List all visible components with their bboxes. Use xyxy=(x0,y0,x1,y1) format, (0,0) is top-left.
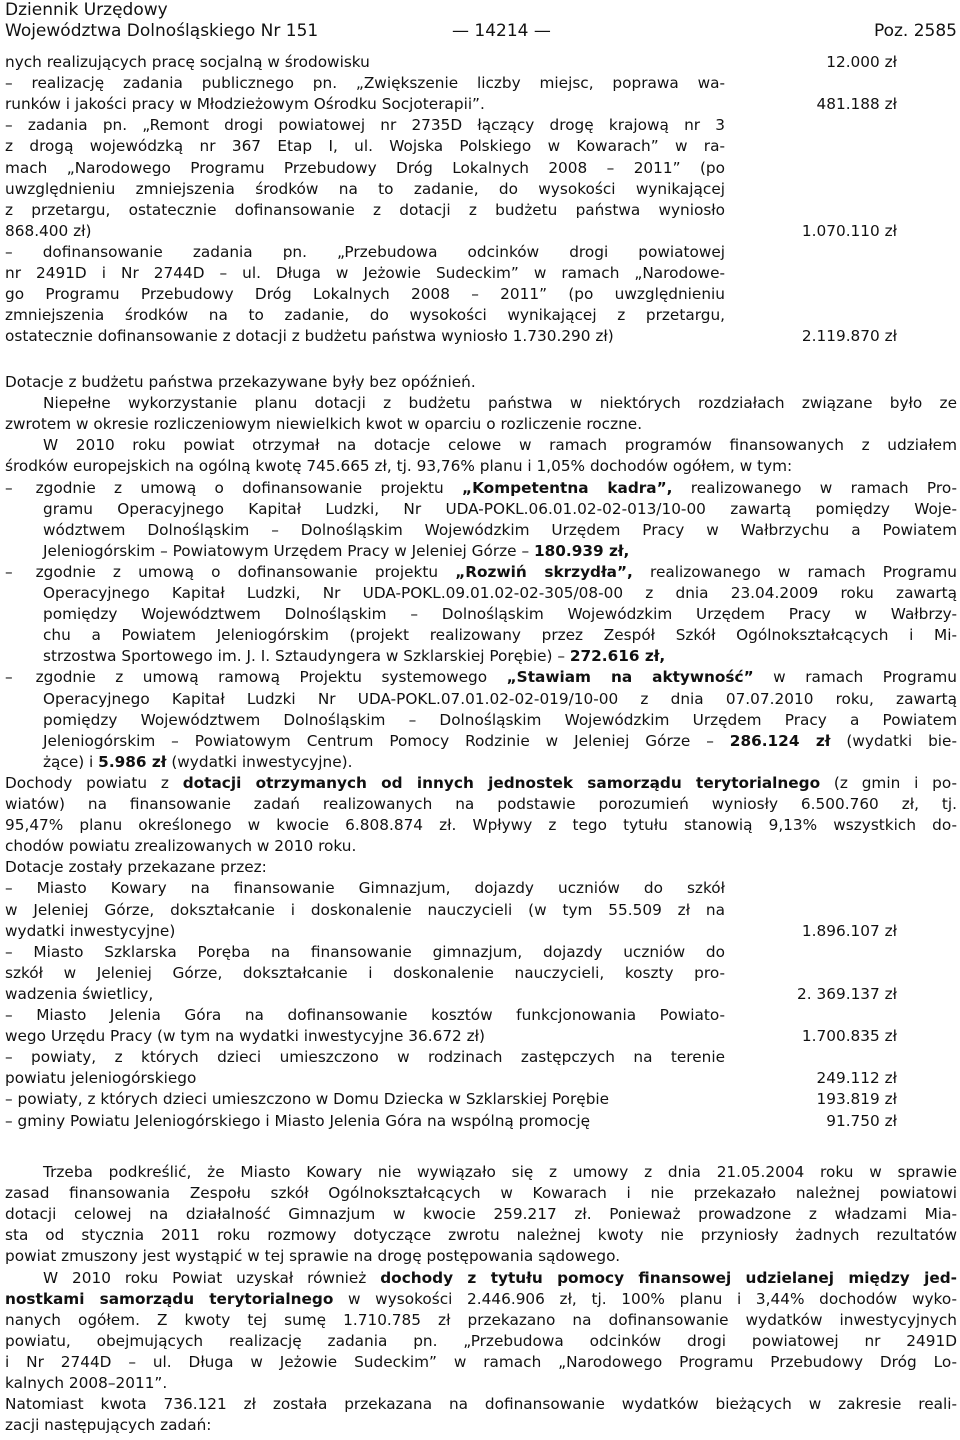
eu-project-line: Operacyjnego Kapitał Ludzki Nr UDA-POKL.07.01.02-02-019/10-00 z dnia 07.07.2010 roku, zawartą xyxy=(43,689,957,708)
bold-phrase: „Kompetentna kadra”, xyxy=(462,478,673,497)
transfer-line: – Miasto Kowary na finansowanie Gimnazjum, dojazdy uczniów do szkół xyxy=(5,879,725,898)
paragraph-line: środków europejskich na ogólną kwotę 745.665 zł, tj. 93,76% planu i 1,05% dochodów ogółem, w tym: xyxy=(5,457,793,476)
list-line: uwzględnieniu zmniejszenia środków na to zadanie, do wysokości wynikającej xyxy=(5,179,725,198)
eu-project-line: Jeleniogórskim – Powiatowym Urzędem Pracy w Jeleniej Górze – 180.939 zł, xyxy=(43,541,630,560)
bold-phrase: 180.939 zł, xyxy=(533,541,630,560)
list-line: go Programu Przebudowy Dróg Lokalnych 2008 – 2011” (po uwzględnieniu xyxy=(5,285,725,304)
journal-title: Dziennik Urzędowy xyxy=(5,0,168,20)
list-line: z drogą wojewódzką nr 367 Etap I, ul. Wojska Polskiego w Kowarach” w ra- xyxy=(5,137,725,156)
bold-phrase: 286.124 zł xyxy=(729,731,831,750)
transfer-line: w Jeleniej Górze, dokształcanie i doskonalenie nauczycieli (w tym 55.509 zł na xyxy=(5,900,725,919)
paragraph-line: Niepełne wykorzystanie planu dotacji z budżetu państwa w niektórych rozdziałach związane było ze xyxy=(43,394,957,413)
list-line: runków i jakości pracy w Młodzieżowym Ośrodku Socjoterapii”. xyxy=(5,95,485,114)
list-line: – realizację zadania publicznego pn. „Zwiększenie liczby miejsc, poprawa wa- xyxy=(5,74,725,93)
bold-phrase: dochody z tytułu pomocy finansowej udzielanej między jed- xyxy=(380,1268,957,1287)
paragraph-line: zacji następujących zadań: xyxy=(5,1416,212,1435)
amount-value: 249.112 zł xyxy=(816,1069,897,1088)
paragraph-line: Dotacje zostały przekazane przez: xyxy=(5,858,267,877)
eu-project-line: żące) i 5.986 zł (wydatki inwestycyjne). xyxy=(43,752,353,771)
bold-phrase: „Stawiam na aktywność” xyxy=(506,668,754,687)
amount-value: 1.896.107 zł xyxy=(801,921,897,940)
paragraph-line: dotacji celowej na działalność Gimnazjum w kwocie 259.217 zł. Ponieważ prowadzone z władzami Mia- xyxy=(5,1205,957,1224)
position-number: Poz. 2585 xyxy=(873,21,957,41)
paragraph-line: Dotacje z budżetu państwa przekazywane były bez opóźnień. xyxy=(5,373,476,391)
amount-value: 2.119.870 zł xyxy=(801,327,897,346)
amount-value: 1.070.110 zł xyxy=(801,221,897,240)
transfer-line: – powiaty, z których dzieci umieszczono w rodzinach zastępczych na terenie xyxy=(5,1048,725,1067)
paragraph-line: nostkami samorządu terytorialnego w wysokości 2.446.906 zł, tj. 100% planu i 3,44% dochodów wyko- xyxy=(5,1289,957,1308)
eu-project-line: gramu Operacyjnego Kapitał Ludzki, Nr UDA-POKL.06.01.02-02-013/10-00 zawartą pomiędzy Woje- xyxy=(43,499,957,518)
paragraph-line: zasad finansowania Zespołu szkół Ogólnokształcących w Kowarach i nie przekazało należnej powiatowi xyxy=(5,1184,957,1203)
paragraph-line: Natomiast kwota 736.121 zł została przekazana na dofinansowanie wydatków bieżących w zakresie reali- xyxy=(5,1395,957,1414)
bold-phrase: nostkami samorządu terytorialnego xyxy=(5,1289,334,1308)
eu-project-line: Operacyjnego Kapitał Ludzki, Nr UDA-POKL.09.01.02-02-305/08-00 z dnia 23.04.2009 roku zawartą xyxy=(43,584,957,602)
paragraph-line: chodów powiatu zrealizowanych w 2010 roku. xyxy=(5,837,357,856)
page-header xyxy=(5,21,957,42)
voivodeship-issue: Województwa Dolnośląskiego Nr 151 xyxy=(5,21,319,41)
paragraph-line: powiatu, obejmujących realizację zadania pn. „Przebudowa odcinków drogi powiatowej nr 2491D xyxy=(5,1331,957,1350)
paragraph-line: Trzeba podkreślić, że Miasto Kowary nie wywiązało się z umowy z dnia 21.05.2004 roku w sprawie xyxy=(43,1163,957,1181)
transfer-line: – gminy Powiatu Jeleniogórskiego i Miasto Jelenia Góra na wspólną promocję xyxy=(5,1111,591,1130)
list-line: zmniejszenia środków na to zadanie, do wysokości wynikającej z przetargu, xyxy=(5,306,725,325)
eu-project-line: chu a Powiatem Jeleniogórskim (projekt realizowany przez Zespół Szkół Ogólnokształcących i Mi- xyxy=(43,626,957,645)
eu-project-line: wództwem Dolnośląskim – Dolnośląskim Wojewódzkim Urzędem Pracy w Wałbrzychu a Powiatem xyxy=(43,520,957,539)
transfer-line: szkół w Jeleniej Górze, dokształcanie i doskonalenie nauczycieli, koszty pro- xyxy=(5,963,725,982)
amount-value: 91.750 zł xyxy=(826,1111,897,1130)
paragraph-line: nanych ogółem. Z kwoty tej sumę 1.710.785 zł przekazano na dofinansowanie wydatków inwestycyjnych xyxy=(5,1310,957,1329)
eu-project-line: Jeleniogórskim – Powiatowym Centrum Pomocy Rodzinie w Jeleniej Górze – 286.124 zł (wydatki bie- xyxy=(43,731,957,750)
bold-phrase: 5.986 zł xyxy=(98,752,167,771)
paragraph-line: 95,47% planu określonego w kwocie 6.808.874 zł. Wpływy z tego tytułu stanowią 9,13% wszystkich do- xyxy=(5,816,957,835)
paragraph-line: kalnych 2008–2011”. xyxy=(5,1374,168,1392)
transfer-line: wego Urzędu Pracy (w tym na wydatki inwestycyjne 36.672 zł) xyxy=(5,1027,485,1046)
list-line: mach „Narodowego Programu Przebudowy Dróg Lokalnych 2008 – 2011” (po xyxy=(5,158,725,177)
transfer-line: – Miasto Szklarska Poręba na finansowanie gimnazjum, dojazdy uczniów do xyxy=(5,942,725,961)
list-line: nych realizujących pracę socjalną w środowisku xyxy=(5,53,370,71)
transfer-line: wydatki inwestycyjne) xyxy=(5,921,176,940)
paragraph-line: sta od stycznia 2011 roku rozmowy dotyczące zwrotu należnej kwoty nie przyniosły żadnych rezultatów xyxy=(5,1226,957,1245)
bold-phrase: „Rozwiń skrzydła”, xyxy=(455,562,633,581)
list-line: – dofinansowanie zadania pn. „Przebudowa odcinków drogi powiatowej xyxy=(5,242,725,261)
amount-value: 2. 369.137 zł xyxy=(797,984,897,1003)
transfer-line: – powiaty, z których dzieci umieszczono w Domu Dziecka w Szklarskiej Porębie xyxy=(5,1090,610,1109)
eu-project-line: pomiędzy Województwem Dolnośląskim – Dolnośląskim Wojewódzkim Urzędem Pracy a Powiatem xyxy=(43,710,957,729)
eu-project-line: – zgodnie z umową ramową Projektu systemowego „Stawiam na aktywność” w ramach Programu xyxy=(5,668,957,687)
bold-phrase: 272.616 zł, xyxy=(569,647,666,666)
transfer-line: powiatu jeleniogórskiego xyxy=(5,1069,197,1088)
list-line: 868.400 zł) xyxy=(5,221,92,240)
list-line: – zadania pn. „Remont drogi powiatowej nr 2735D łączący drogę krajową nr 3 xyxy=(5,116,725,135)
list-line: nr 2491D i Nr 2744D – ul. Długa w Jeżowie Sudeckim” w ramach „Narodowe- xyxy=(5,264,725,282)
paragraph-line: wiatów) na finansowanie zadań realizowanych na podstawie porozumień wyniosły 6.500.760 zł, tj. xyxy=(5,795,957,813)
list-line: ostatecznie dofinansowanie z dotacji z budżetu państwa wyniosło 1.730.290 zł) xyxy=(5,327,614,346)
eu-project-line: – zgodnie z umową o dofinansowanie projektu „Kompetentna kadra”, realizowanego w ramach Pro- xyxy=(5,478,957,497)
amount-value: 12.000 zł xyxy=(826,53,897,71)
transfer-line: wadzenia świetlicy, xyxy=(5,984,154,1003)
eu-project-line: pomiędzy Województwem Dolnośląskim – Dolnośląskim Wojewódzkim Urzędem Pracy w Wałbrzy- xyxy=(43,605,957,624)
eu-project-line: – zgodnie z umową o dofinansowanie projektu „Rozwiń skrzydła”, realizowanego w ramach Programu xyxy=(5,562,957,581)
page-number: — 14214 — xyxy=(452,21,551,41)
paragraph-line: W 2010 roku powiat otrzymał na dotacje celowe w ramach programów finansowanych z udziałem xyxy=(43,436,957,455)
transfer-line: – Miasto Jelenia Góra na dofinansowanie kosztów funkcjonowania Powiato- xyxy=(5,1006,725,1024)
eu-project-line: strzostwa Sportowego im. J. I. Sztaudyngera w Szklarskiej Porębie) – 272.616 zł, xyxy=(43,647,666,666)
paragraph-line: Dochody powiatu z dotacji otrzymanych od innych jednostek samorządu terytorialnego (z gmin i po- xyxy=(5,773,957,792)
bold-phrase: dotacji otrzymanych od innych jednostek samorządu terytorialnego xyxy=(182,773,821,792)
amount-value: 1.700.835 zł xyxy=(801,1027,897,1046)
paragraph-line: i Nr 2744D – ul. Długa w Jeżowie Sudeckim” w ramach „Narodowego Programu Przebudowy Dróg Lo- xyxy=(5,1352,957,1371)
amount-value: 481.188 zł xyxy=(816,95,897,114)
paragraph-line: zwrotem w okresie rozliczeniowym niewielkich kwot w oparciu o rozliczenie roczne. xyxy=(5,415,643,434)
paragraph-line: powiat zmuszony jest wystąpić w tej sprawie na drogę postępowania sądowego. xyxy=(5,1247,621,1266)
paragraph-line: W 2010 roku Powiat uzyskał również dochody z tytułu pomocy finansowej udzielanej między jed- xyxy=(43,1268,957,1287)
list-line: z przetargu, ostatecznie dofinansowanie z dotacji z budżetu państwa wyniosło xyxy=(5,200,725,219)
amount-value: 193.819 zł xyxy=(816,1090,897,1109)
